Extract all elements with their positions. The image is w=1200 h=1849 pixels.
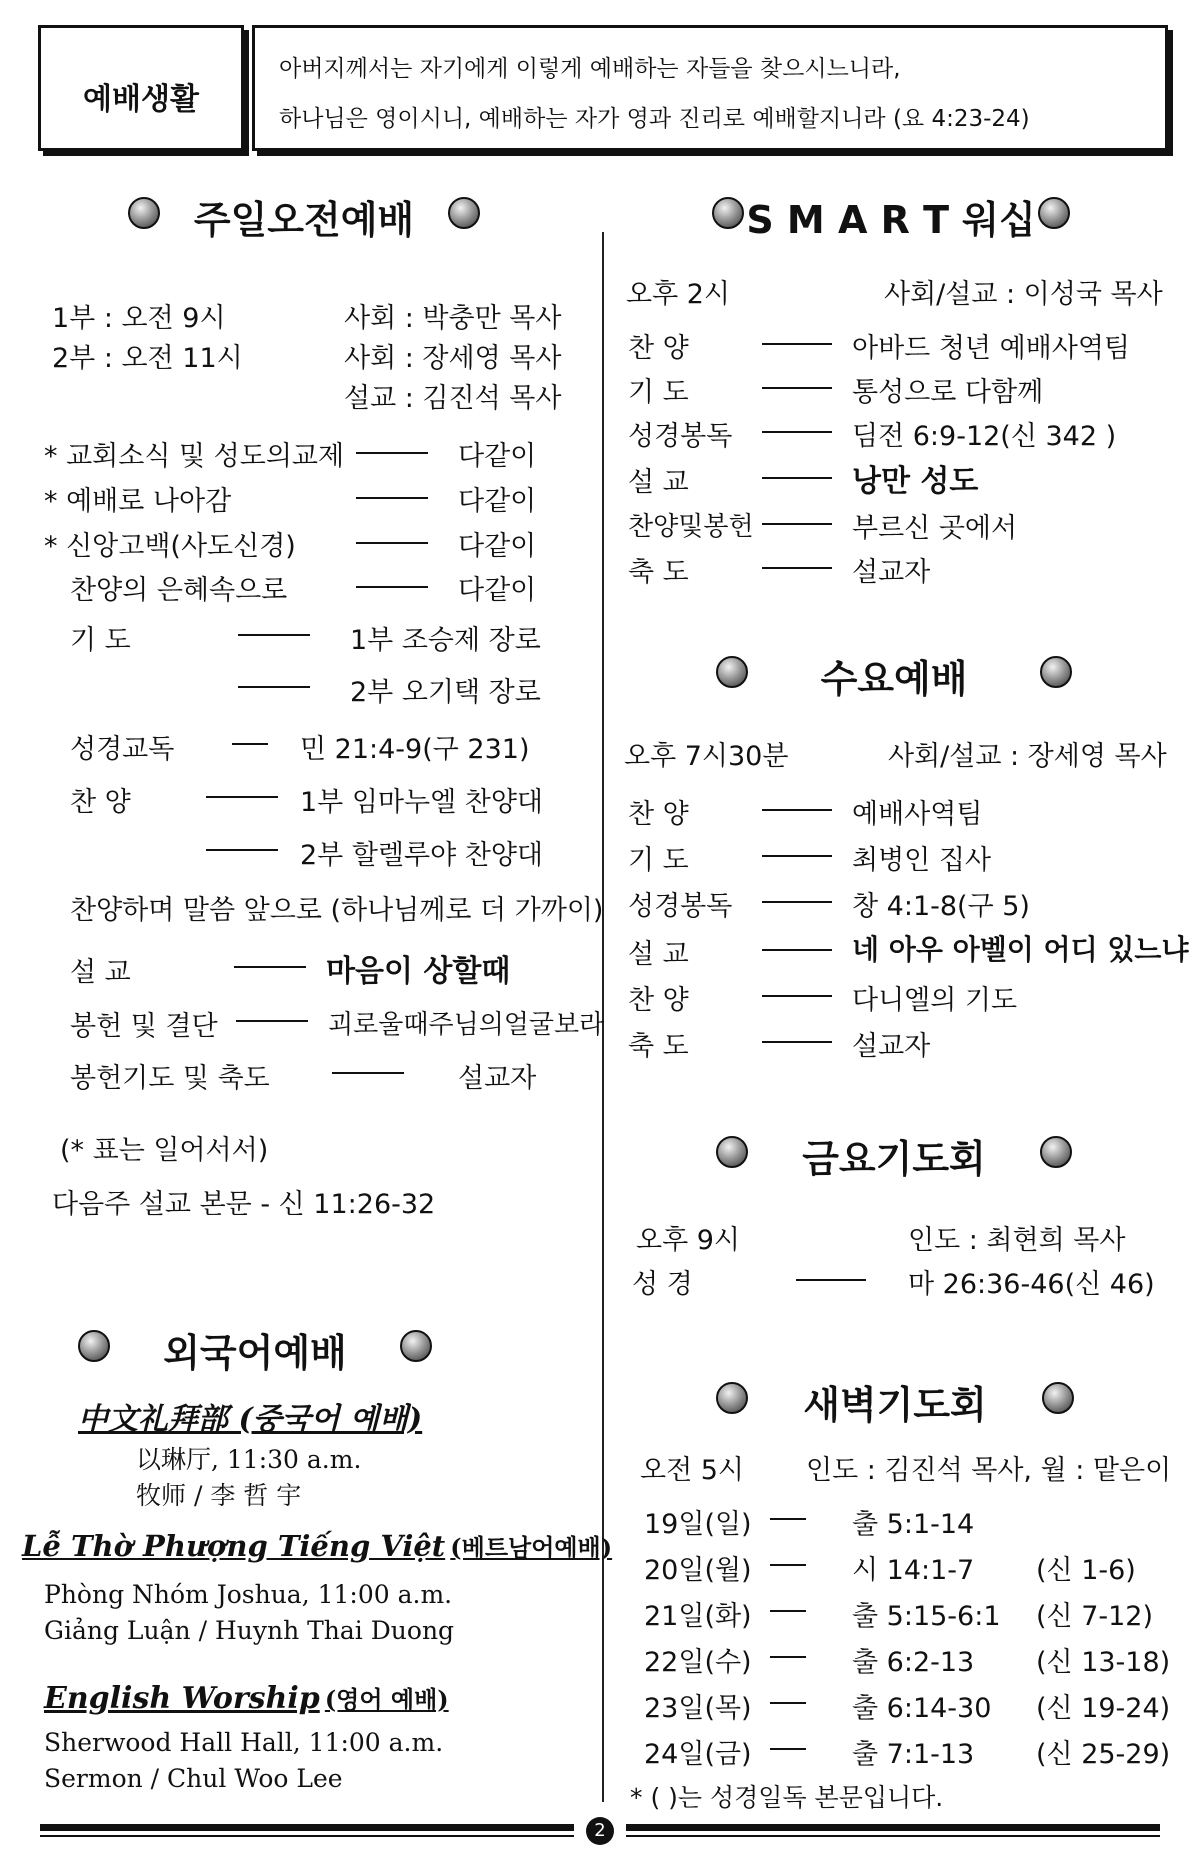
chinese-line-1: 以琳厅, 11:30 a.m.	[136, 1445, 362, 1474]
sunday-header	[128, 187, 480, 242]
dash-line	[332, 1072, 404, 1074]
dash-line	[770, 1656, 806, 1658]
dawn-ref: (신 13-18)	[1036, 1647, 1171, 1678]
dash-line	[762, 431, 832, 433]
dawn-time: 오전 5시	[640, 1455, 745, 1486]
prayer-label: 기 도	[70, 625, 131, 656]
order-item-label: * 예배로 나아감	[44, 486, 232, 517]
dash-line	[356, 452, 428, 454]
wednesday-title: 수요예배	[820, 657, 968, 701]
dawn-text: 시 14:1-7	[852, 1555, 975, 1586]
wednesday-row-label: 찬 양	[628, 985, 689, 1016]
dawn-ref: (신 25-29)	[1036, 1739, 1171, 1770]
dawn-title: 새벽기도회	[803, 1383, 987, 1427]
dawn-text: 출 5:15-6:1	[852, 1601, 1001, 1632]
service-2-time: 2부 : 오전 11시	[52, 343, 243, 374]
dash-line	[762, 855, 832, 857]
smart-row-label: 축 도	[628, 557, 689, 588]
smart-time: 오후 2시	[626, 279, 731, 310]
dawn-ref: (신 19-24)	[1036, 1693, 1171, 1724]
verse-line-2: 하나님은 영이시니, 예배하는 자가 영과 진리로 예배할지니라 (요 4:23-24)	[279, 106, 1030, 132]
bullet-ball-icon	[1040, 656, 1072, 688]
dash-line	[762, 523, 832, 525]
dash-line	[238, 634, 310, 636]
friday-header	[716, 1126, 1072, 1181]
reading: 민 21:4-9(구 231)	[300, 734, 530, 765]
dawn-day: 19일(일)	[644, 1509, 752, 1540]
viet-line-1: Phòng Nhóm Joshua, 11:00 a.m.	[44, 1580, 453, 1609]
footer-rule-right-thin	[626, 1835, 1160, 1837]
next-week-text: 다음주 설교 본문 - 신 11:26-32	[52, 1189, 436, 1220]
english-line-1: Sherwood Hall Hall, 11:00 a.m.	[44, 1728, 444, 1757]
dash-line	[762, 477, 832, 479]
viet-title: Lễ Thờ Phượng Tiếng Việt	[22, 1529, 446, 1563]
dash-line	[762, 949, 832, 951]
smart-header	[712, 187, 1070, 242]
foreign-header	[78, 1320, 432, 1375]
chinese-title: 中文礼拜部 (중국어 예배)	[78, 1402, 423, 1437]
smart-row-value: 아바드 청년 예배사역팀	[852, 333, 1130, 364]
dash-line	[762, 1041, 832, 1043]
smart-row-value: 부르신 곳에서	[852, 513, 1018, 544]
wednesday-row-value: 최병인 집사	[852, 845, 991, 876]
english-subtitle: (영어 예배)	[324, 1685, 449, 1714]
dash-line	[762, 995, 832, 997]
dash-line	[770, 1748, 806, 1750]
dawn-day: 24일(금)	[644, 1739, 752, 1770]
wednesday-row-value: 예배사역팀	[852, 799, 983, 830]
bullet-ball-icon	[400, 1330, 432, 1362]
smart-row-label: 찬 양	[628, 333, 689, 364]
smart-row-label: 기 도	[628, 377, 689, 408]
dash-line	[770, 1518, 806, 1520]
leader-1: 사회 : 박충만 목사	[344, 303, 562, 334]
standing-note: (* 표는 일어서서)	[60, 1135, 269, 1166]
foreign-title: 외국어예배	[163, 1331, 347, 1375]
prayer-1: 1부 조승제 장로	[350, 625, 541, 656]
footer-rule-right	[626, 1824, 1160, 1831]
dawn-day: 23일(목)	[644, 1693, 752, 1724]
wednesday-row-label: 찬 양	[628, 799, 689, 830]
verse-box	[252, 25, 1168, 151]
sermon-title: 마음이 상할때	[326, 954, 511, 989]
smart-row-label: 찬양및봉헌	[628, 512, 754, 542]
friday-bible-label: 성 경	[632, 1269, 693, 1300]
dash-line	[762, 387, 832, 389]
friday-title: 금요기도회	[802, 1137, 986, 1181]
dash-line	[356, 542, 428, 544]
benediction: 설교자	[458, 1063, 537, 1094]
wednesday-row-label: 축 도	[628, 1031, 689, 1062]
page-number: 2	[586, 1817, 614, 1845]
dash-line	[356, 586, 428, 588]
benediction-label: 봉헌기도 및 축도	[70, 1063, 270, 1094]
dash-line	[762, 809, 832, 811]
praise-1: 1부 임마누엘 찬양대	[300, 787, 543, 818]
wednesday-row-value: 창 4:1-8(구 5)	[852, 891, 1030, 922]
dash-line	[762, 343, 832, 345]
wednesday-row-label: 기 도	[628, 845, 689, 876]
dash-line	[236, 1020, 308, 1022]
praise-label: 찬 양	[70, 787, 131, 818]
dawn-text: 출 6:2-13	[852, 1647, 975, 1678]
order-item-value: 다같이	[458, 531, 537, 562]
dawn-text: 출 6:14-30	[852, 1693, 992, 1724]
bullet-ball-icon	[448, 197, 480, 229]
order-item-value: 다같이	[458, 441, 537, 472]
reading-label: 성경교독	[70, 734, 175, 765]
dawn-day: 21일(화)	[644, 1601, 752, 1632]
smart-row-label: 설 교	[628, 467, 689, 498]
prayer-2: 2부 오기택 장로	[350, 677, 541, 708]
order-item-label: * 교회소식 및 성도의교제	[44, 441, 345, 472]
dawn-header	[716, 1372, 1074, 1427]
sunday-title: 주일오전예배	[193, 198, 415, 242]
wednesday-row-value: 설교자	[852, 1031, 931, 1062]
smart-row-value: 통성으로 다함께	[852, 377, 1044, 408]
chinese-line-2: 牧师 / 李 哲 宇	[136, 1481, 302, 1510]
dash-line	[234, 966, 306, 968]
english-title: English Worship	[44, 1681, 320, 1716]
dawn-day: 22일(수)	[644, 1647, 752, 1678]
dash-line	[206, 796, 278, 798]
dash-line	[232, 743, 268, 745]
section-label-box	[38, 25, 244, 151]
before-word: 찬양하며 말씀 앞으로 (하나님께로 더 가까이)	[70, 895, 604, 926]
smart-row-value: 딤전 6:9-12(신 342 )	[852, 421, 1117, 452]
sermon-label: 설 교	[70, 957, 131, 988]
dash-line	[206, 849, 278, 851]
section-label: 예배생활	[83, 82, 199, 117]
dawn-day: 20일(월)	[644, 1555, 752, 1586]
order-item-label: 찬양의 은혜속으로	[70, 575, 288, 606]
dash-line	[238, 686, 310, 688]
bullet-ball-icon	[1042, 1382, 1074, 1414]
order-item-label: * 신앙고백(사도신경)	[44, 531, 296, 562]
bullet-ball-icon	[1038, 197, 1070, 229]
english-line-2: Sermon / Chul Woo Lee	[44, 1764, 343, 1793]
friday-bible: 마 26:36-46(신 46)	[908, 1269, 1155, 1300]
praise-2: 2부 할렐루야 찬양대	[300, 840, 543, 871]
dash-line	[762, 901, 832, 903]
wednesday-row-label: 성경봉독	[628, 891, 733, 922]
dawn-text: 출 7:1-13	[852, 1739, 975, 1770]
dash-line	[770, 1564, 806, 1566]
viet-title-row	[22, 1528, 612, 1563]
wednesday-row-value: 다니엘의 기도	[852, 985, 1018, 1016]
dash-line	[796, 1279, 866, 1281]
viet-subtitle: (베트남어예배)	[450, 1533, 613, 1562]
dash-line	[770, 1610, 806, 1612]
service-1-time: 1부 : 오전 9시	[52, 303, 226, 334]
wednesday-sermon-title: 네 아우 아벨이 어디 있느냐	[852, 933, 1189, 966]
leader-2: 사회 : 장세영 목사	[344, 343, 562, 374]
order-item-value: 다같이	[458, 575, 537, 606]
smart-sermon-title: 낭만 성도	[852, 464, 979, 499]
wednesday-leader: 사회/설교 : 장세영 목사	[888, 741, 1167, 772]
smart-leader: 사회/설교 : 이성국 목사	[884, 279, 1163, 310]
dawn-leader: 인도 : 김진석 목사, 월 : 맡은이	[806, 1455, 1172, 1486]
english-title-row	[44, 1680, 449, 1716]
dawn-ref: (신 1-6)	[1036, 1555, 1136, 1586]
wednesday-row-label: 설 교	[628, 939, 689, 970]
footer-rule-left	[40, 1824, 574, 1831]
wednesday-header	[716, 646, 1072, 701]
order-item-value: 다같이	[458, 486, 537, 517]
dawn-text: 출 5:1-14	[852, 1509, 975, 1540]
friday-leader: 인도 : 최현희 목사	[908, 1225, 1126, 1256]
footer-rule-left-thin	[40, 1835, 574, 1837]
viet-line-2: Giảng Luận / Huynh Thai Duong	[44, 1616, 455, 1645]
offering-song: 괴로울때주님의얼굴보라	[328, 1010, 605, 1040]
dash-line	[762, 567, 832, 569]
dawn-ref: (신 7-12)	[1036, 1601, 1154, 1632]
smart-row-label: 성경봉독	[628, 421, 733, 452]
verse-line-1: 아버지께서는 자기에게 이렇게 예배하는 자들을 찾으시느니라,	[279, 56, 901, 82]
wednesday-time: 오후 7시30분	[624, 741, 789, 772]
friday-time: 오후 9시	[636, 1225, 741, 1256]
dawn-note: * ( )는 성경일독 본문입니다.	[630, 1783, 944, 1812]
dash-line	[770, 1702, 806, 1704]
offering-label: 봉헌 및 결단	[70, 1011, 218, 1042]
smart-row-value: 설교자	[852, 557, 931, 588]
dash-line	[356, 497, 428, 499]
preacher: 설교 : 김진석 목사	[344, 383, 562, 414]
bullet-ball-icon	[1040, 1136, 1072, 1168]
smart-title: S M A R T 워십	[746, 198, 1036, 242]
